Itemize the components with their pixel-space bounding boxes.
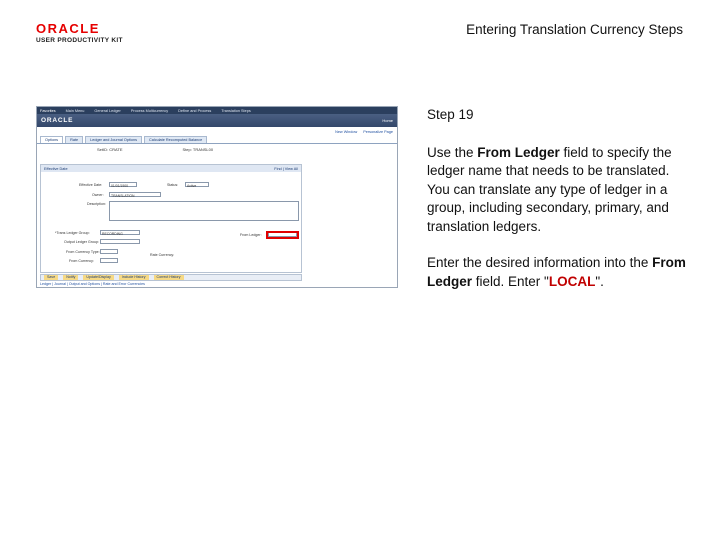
page-title: Entering Translation Currency Steps [466,22,683,37]
correct-history-button[interactable]: Correct History [154,275,184,280]
menu-item-translation-steps[interactable]: Translation Steps [221,108,251,113]
app-footer-links[interactable]: Ledger | Journal | Output and Options | Rate and Error Currencies [40,282,145,286]
status-label: Status: [167,183,179,187]
new-window-link[interactable]: New Window [335,129,358,134]
panel-header [41,165,301,172]
from-currency-label: From Currency: [69,259,94,263]
tab-rate[interactable]: Rate [65,136,83,143]
step-number: Step 19 [427,107,474,122]
para2-prefix: Enter the desired information into the [427,255,653,270]
effective-date-label: Effective Date: [79,183,103,187]
app-tabs [37,136,397,144]
step-label: Step: TRANSL00 [182,146,214,152]
status-select[interactable]: Active [185,182,209,187]
app-links-bar [37,127,397,136]
logo-brand: ORACLE [36,21,100,36]
home-link[interactable]: Home [382,118,393,123]
para2-suffix: ". [595,273,604,289]
update-display-button[interactable]: Update/Display [83,275,113,280]
effective-date-input[interactable]: 01/01/1900 [109,182,137,187]
description-textarea[interactable] [109,201,299,221]
menu-item-favorites[interactable]: Favorites [40,108,56,113]
ledger-group-input[interactable]: RECORDING [100,230,140,235]
menu-item-general-ledger[interactable]: General Ledger [94,108,121,113]
instruction-paragraph-2 [427,254,692,291]
include-history-button[interactable]: Include History [119,275,149,280]
para1-field-name: From Ledger [477,144,560,160]
application-screenshot [36,106,398,288]
ledger-group-label: *Trans Ledger Group: [55,231,90,235]
para2-mid: field. Enter " [472,273,549,289]
from-currency-type-label: From Currency Type: [66,250,100,254]
from-ledger-label: From Ledger: [240,233,262,237]
logo-product: USER PRODUCTIVITY KIT [36,37,123,44]
personalize-page-link[interactable]: Personalize Page [363,129,393,134]
para1-suffix: field to specify the ledger name that needs to be translated. You can translate any type of ledger in a group, including secondary, primary, and translation ledgers. [427,144,672,234]
output-ledger-group-label: Output Ledger Group: [64,240,99,244]
instruction-paragraph-1 [427,144,692,237]
tab-options[interactable]: Options [40,136,63,143]
from-ledger-highlight [266,231,299,239]
instruction-panel [427,106,692,309]
app-menubar [37,107,397,114]
menu-item-process-multicurrency[interactable]: Process Multicurrency [130,108,169,113]
app-brandbar [37,114,397,127]
panel-navigation[interactable]: Find | View All [274,166,298,171]
para2-entry-value: LOCAL [548,273,596,289]
tab-calculate-recomputed-balance[interactable]: Calculate Recomputed Balance [144,136,207,143]
app-id-row [37,144,397,154]
para2-field-name: From Ledger [427,255,686,289]
app-logo: ORACLE [41,117,74,124]
app-toolbar [40,274,302,281]
save-button[interactable]: Save [44,275,58,280]
output-ledger-group-input[interactable] [100,239,140,244]
rate-currency-label: Rate Currency: [150,253,175,257]
owner-input[interactable]: TRANSLATION [109,192,161,197]
setid-label: SetID: CRATE [97,146,123,152]
from-currency-type-input[interactable] [100,249,118,254]
notify-button[interactable]: Notify [63,275,78,280]
oracle-upk-logo [36,22,132,44]
para1-prefix: Use the [427,144,478,160]
from-currency-input[interactable] [100,258,118,263]
tab-ledger-journal-options[interactable]: Ledger and Journal Options [85,136,142,143]
menu-item-define-and-process[interactable]: Define and Process [178,108,212,113]
panel-header-title: Effective Date [44,166,68,171]
menu-item-main-menu[interactable]: Main Menu [65,108,85,113]
description-label: Description: [87,202,106,206]
owner-label: Owner: [92,193,104,197]
